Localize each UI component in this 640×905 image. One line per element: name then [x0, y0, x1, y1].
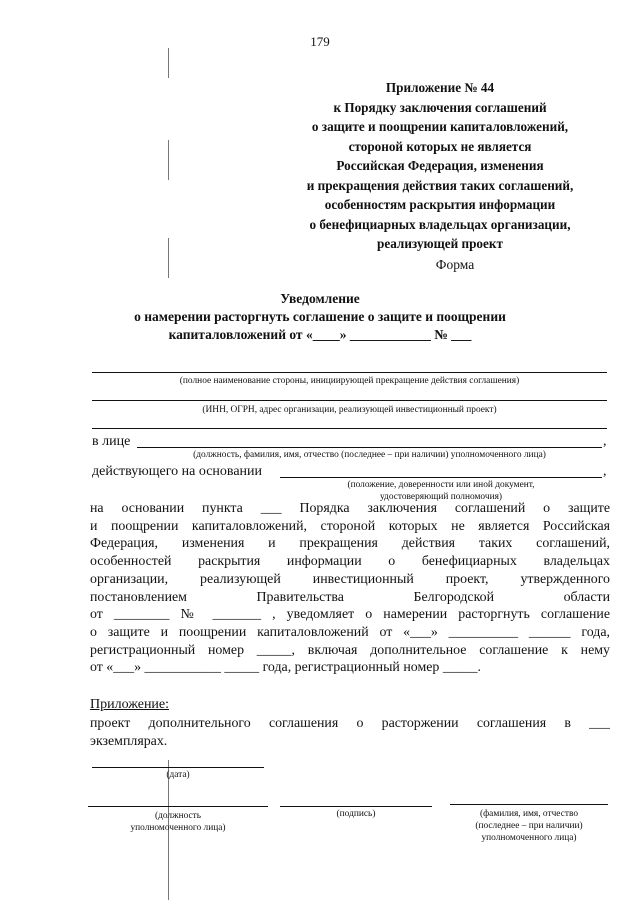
caption-line: (должность [154, 811, 202, 821]
body-line: о защите и поощрении капиталовложений от «___» __________ ______ года, [90, 624, 610, 640]
notice-title [0, 290, 640, 344]
body-line: особенностей раскрытия информации о бенефициарных владельцах [90, 554, 610, 570]
caption-line: уполномоченного лица) [130, 823, 226, 833]
fill-line-basis[interactable] [280, 477, 602, 478]
fill-line-full-name[interactable] [92, 372, 607, 373]
appendix-line: о бенефициарных владельцах организации, [309, 216, 571, 232]
fill-line-position-sign[interactable] [88, 806, 268, 807]
caption-line: (фамилия, имя, отчество [479, 809, 579, 819]
appendix-header [270, 78, 610, 254]
fill-line-position[interactable] [137, 447, 602, 448]
scan-artifact-line [168, 238, 169, 278]
caption-signature: (подпись) [336, 809, 376, 819]
appendix-line: реализующей проект [377, 236, 503, 251]
fill-line-name[interactable] [450, 804, 608, 805]
body-line: постановлением Правительства Белгородской области [90, 589, 610, 605]
appendix-body-line: экземплярах. [90, 734, 168, 749]
scan-artifact-line [168, 48, 169, 78]
caption-full-name: (полное наименование стороны, инициирующей прекращение действия соглашения) [179, 376, 520, 386]
notice-title-line: Уведомление [280, 291, 360, 306]
caption-position-sign [88, 810, 268, 834]
notice-body [90, 500, 610, 677]
body-line: от «___» ___________ _____ года, регистрационный номер _____. [90, 660, 482, 676]
body-line: организации, реализующей инвестиционный проект, утвержденного [90, 571, 610, 587]
notice-title-line: о намерении расторгнуть соглашение о защите и поощрении [134, 309, 506, 324]
fill-line-signature[interactable] [280, 806, 432, 807]
body-line: регистрационный номер _____, включая дополнительное соглашение к нему [90, 642, 610, 658]
caption-line: уполномоченного лица) [481, 833, 577, 843]
appendix-line: о защите и поощрении капиталовложений, [311, 119, 569, 134]
appendix-line: Российская Федерация, изменения [336, 158, 544, 173]
page-number: 179 [310, 34, 330, 49]
appendix-line: Приложение № 44 [385, 80, 495, 95]
body-line: и поощрении капиталовложений, стороной которых не является Российская [90, 518, 610, 534]
body-line: от ________ № _______ , уведомляет о намерении расторгнуть соглашение [90, 607, 610, 623]
body-line: Федерация, изменения и прекращения действия таких соглашений, [90, 536, 610, 552]
body-line: на основании пункта ___ Порядка заключения соглашений о защите [90, 501, 610, 516]
appendix-line: к Порядку заключения соглашений [333, 99, 547, 115]
form-label: Форма [435, 257, 475, 272]
caption-basis-line: (положение, доверенности или иной документ, [347, 480, 535, 490]
comma-mark: , [603, 434, 607, 449]
fill-line-inn[interactable] [92, 400, 607, 401]
scan-artifact-line [168, 140, 169, 180]
caption-inn: (ИНН, ОГРН, адрес организации, реализующей инвестиционный проект) [202, 405, 497, 415]
fill-line-extra[interactable] [92, 428, 607, 429]
notice-title-line: капиталовложений от «____» ____________ № ___ [168, 327, 472, 342]
appendix-line: особенностям раскрытия информации [324, 197, 556, 212]
comma-mark: , [603, 464, 607, 479]
appendix-heading: Приложение: [90, 697, 170, 712]
appendix-line: и прекращения действия таких соглашений, [306, 177, 574, 193]
caption-line: (последнее – при наличии) [475, 821, 583, 831]
caption-basis-line: удостоверяющий полномочия) [379, 492, 503, 502]
caption-date: (дата) [166, 770, 190, 780]
appendix-body-line: проект дополнительного соглашения о расторжении соглашения в ___ [90, 716, 610, 731]
caption-name [440, 808, 618, 844]
acting-basis-label: действующего на основании [92, 464, 263, 479]
appendix-line: стороной которых не является [348, 138, 532, 154]
fill-line-date[interactable] [92, 767, 264, 768]
in-person-label: в лице [92, 434, 131, 449]
appendix-body [90, 715, 610, 751]
caption-position: (должность, фамилия, имя, отчество (последнее – при наличии) уполномоченного лица) [193, 450, 546, 460]
